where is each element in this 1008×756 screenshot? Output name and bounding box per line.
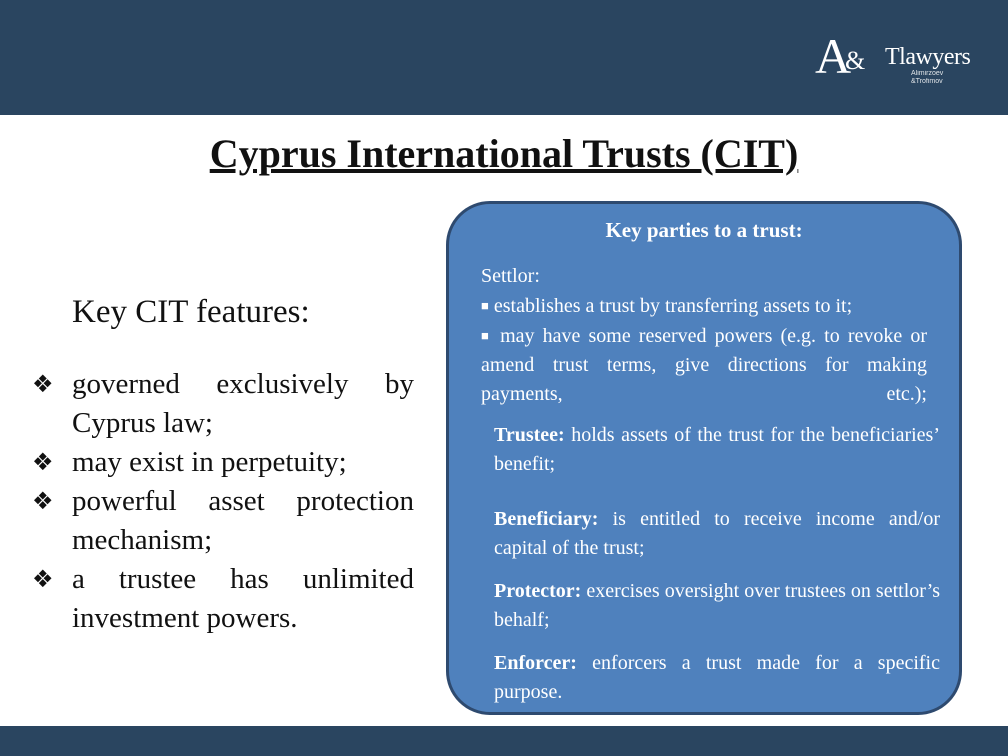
enforcer-text: enforcers a trust made for a specific purpose. bbox=[494, 652, 940, 703]
features-list bbox=[32, 365, 414, 638]
logo-word: Tlawyers bbox=[885, 44, 971, 70]
diamond-bullet-icon: ❖ bbox=[32, 487, 54, 515]
key-parties-panel bbox=[446, 201, 962, 715]
trustee-label: Trustee: bbox=[494, 424, 565, 446]
logo bbox=[815, 28, 971, 90]
enforcer-section bbox=[481, 649, 940, 707]
beneficiary-label: Beneficiary: bbox=[494, 508, 599, 530]
page-title: Cyprus International Trusts (CIT) bbox=[209, 131, 799, 176]
diamond-bullet-icon: ❖ bbox=[32, 565, 54, 593]
features-heading: Key CIT features: bbox=[72, 294, 310, 330]
footer-bar bbox=[0, 726, 1008, 756]
list-item: ❖ powerful asset protection mechanism; bbox=[32, 482, 414, 560]
list-item: ❖ a trustee has unlimited investment powers. bbox=[32, 560, 414, 638]
logo-initials: A bbox=[815, 28, 848, 84]
logo-sub1: Alimirzoev bbox=[911, 70, 944, 77]
settlor-section bbox=[481, 262, 927, 409]
square-bullet-icon: ■ bbox=[481, 328, 492, 343]
list-item: ❖ governed exclusively by Cyprus law; bbox=[32, 365, 414, 443]
protector-text: exercises oversight over trustees on settlor’s behalf; bbox=[494, 580, 941, 631]
logo-ampersand: & bbox=[845, 46, 866, 75]
protector-section bbox=[481, 577, 940, 635]
diamond-bullet-icon: ❖ bbox=[32, 448, 54, 476]
enforcer-label: Enforcer: bbox=[494, 652, 577, 674]
beneficiary-text: is entitled to receive income and/or capital of the trust; bbox=[494, 508, 940, 559]
settlor-point: ■ may have some reserved powers (e.g. to revoke or amend trust terms, give directions for making payments, etc.); bbox=[481, 325, 927, 405]
list-item: ❖ may exist in perpetuity; bbox=[32, 443, 414, 482]
trustee-section bbox=[481, 421, 940, 479]
panel-heading: Key parties to a trust: bbox=[605, 218, 803, 242]
settlor-label: Settlor: bbox=[481, 265, 540, 287]
protector-label: Protector: bbox=[494, 580, 582, 602]
square-bullet-icon: ■ bbox=[481, 298, 489, 313]
trustee-text: holds assets of the trust for the beneficiaries’ benefit; bbox=[494, 424, 940, 475]
beneficiary-section bbox=[481, 505, 940, 563]
diamond-bullet-icon: ❖ bbox=[32, 370, 54, 398]
logo-sub2: &Trofimov bbox=[911, 78, 943, 85]
settlor-point: ■ establishes a trust by transferring assets to it; bbox=[481, 295, 853, 317]
